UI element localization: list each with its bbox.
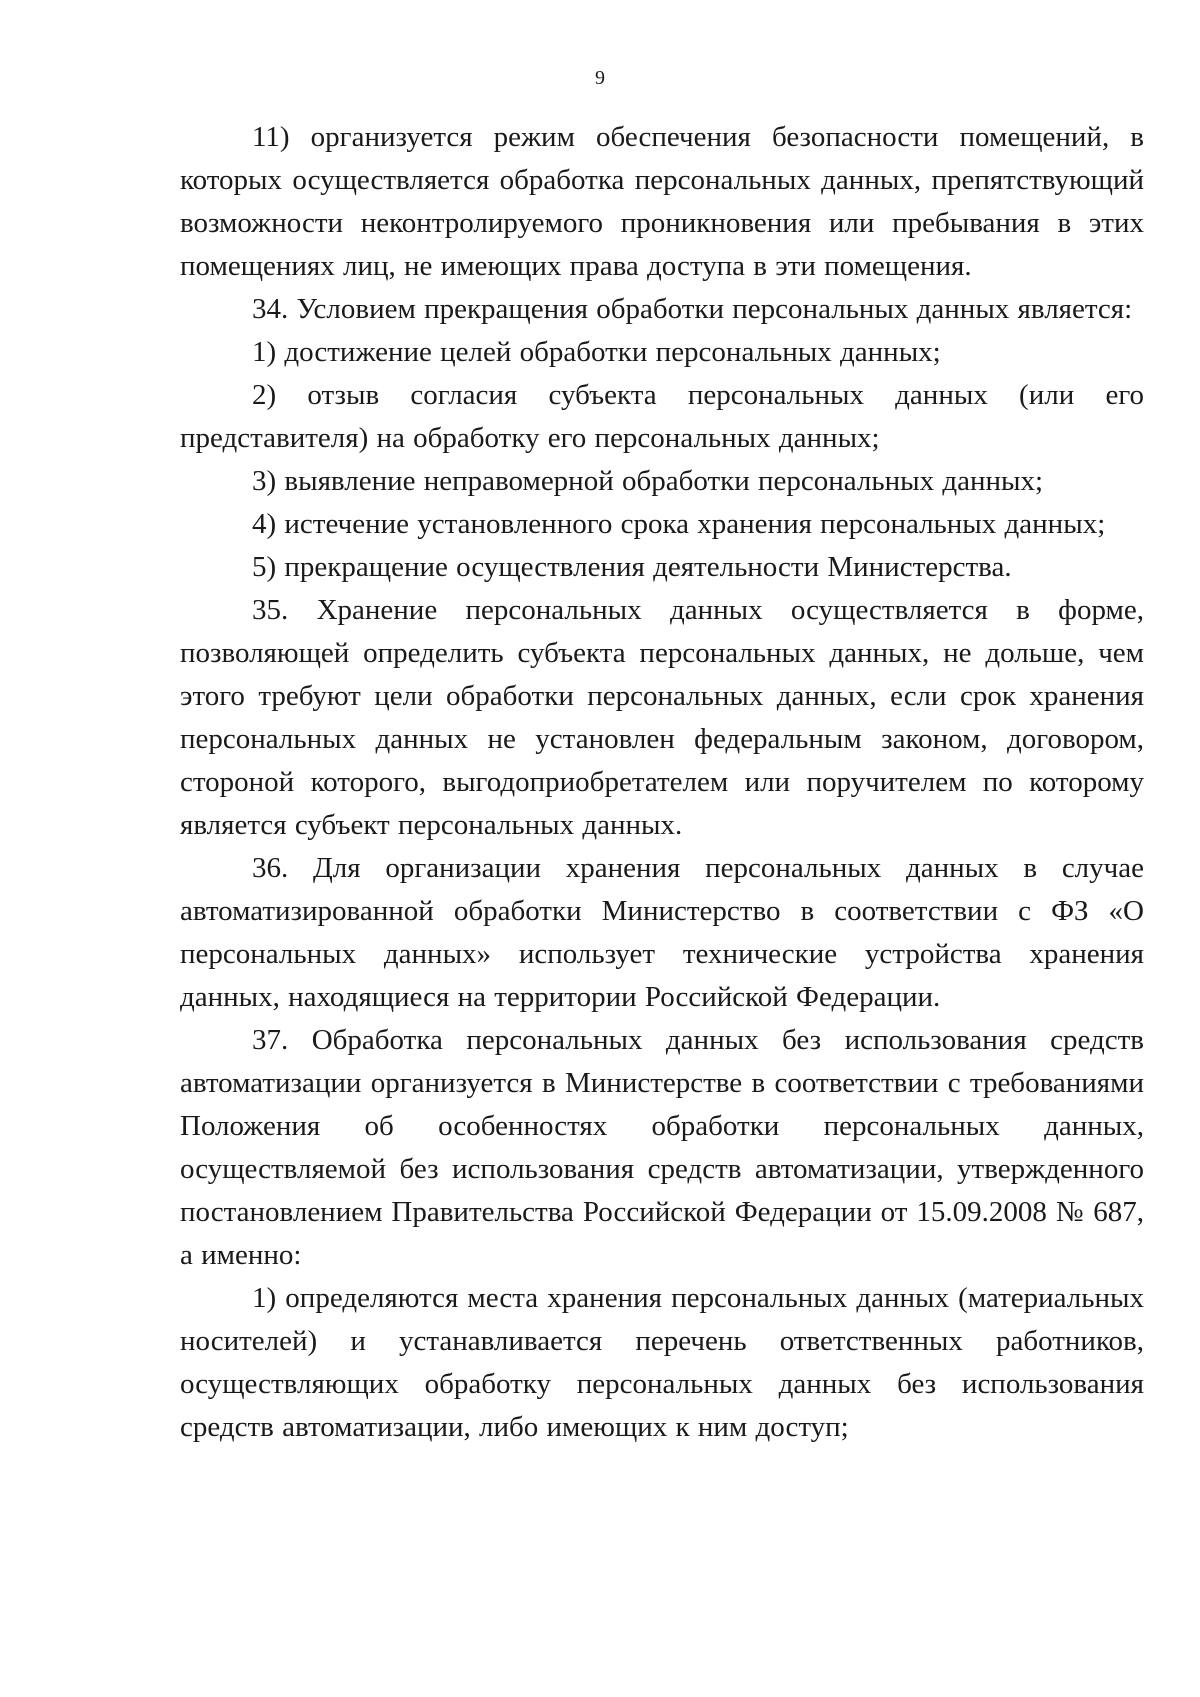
page-number: 9: [595, 67, 605, 89]
list-item-ministry-termination: 5) прекращение осуществления деятельности Министерства.: [252, 551, 1012, 583]
paragraph-34-termination-condition: 34. Условием прекращения обработки персональных данных является:: [252, 293, 1133, 325]
paragraph-36-automated-storage: 36. Для организации хранения персональных данных в случае автоматизированной обработки Министерство в соответствии с ФЗ «О персональных данных» использует технические устройства хранения данных, находящиеся на территории Российской Федерации.: [180, 852, 1144, 1013]
list-item-goals-achieved: 1) достижение целей обработки персональных данных;: [252, 336, 941, 368]
paragraph-35-storage: 35. Хранение персональных данных осуществляется в форме, позволяющей определить субъекта персональных данных, не дольше, чем этого требуют цели обработки персональных данных, если срок хранения персональных данных не установлен федеральным законом, договором, стороной которого, выгодоприобретателем или поручителем по которому является субъект персональных данных.: [180, 594, 1144, 841]
list-item-storage-period-expired: 4) истечение установленного срока хранения персональных данных;: [252, 508, 1106, 540]
list-item-storage-places: 1) определяются места хранения персональных данных (материальных носителей) и устанавливается перечень ответственных работников, осуществляющих обработку персональных данных без использования средств автоматизации, либо имеющих к ним доступ;: [180, 1282, 1144, 1443]
paragraph-37-non-automated-processing: 37. Обработка персональных данных без использования средств автоматизации организуется в Министерстве в соответствии с требованиями Положения об особенностях обработки персональных данных, осуществляемой без использования средств автоматизации, утвержденного постановлением Правительства Российской Федерации от 15.09.2008 № 687, а именно:: [180, 1024, 1144, 1271]
paragraph-item-11-premises-security: 11) организуется режим обеспечения безопасности помещений, в которых осуществляется обработка персональных данных, препятствующий возможности неконтролируемого проникновения или пребывания в этих помещениях лиц, не имеющих права доступа в эти помещения.: [180, 121, 1144, 282]
document-body: [180, 116, 1144, 1449]
list-item-unlawful-processing: 3) выявление неправомерной обработки персональных данных;: [252, 465, 1044, 497]
list-item-consent-withdrawal: 2) отзыв согласия субъекта персональных данных (или его представителя) на обработку его персональных данных;: [180, 379, 1144, 454]
